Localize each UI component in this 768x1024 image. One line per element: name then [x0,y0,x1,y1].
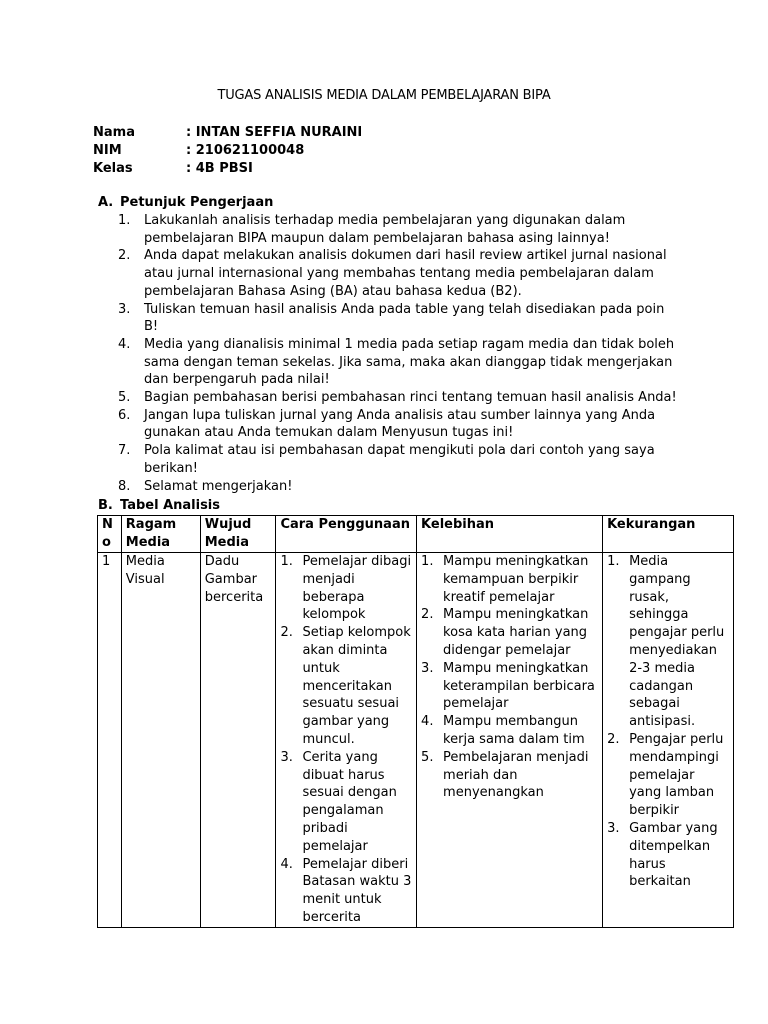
list-text: Cerita yang dibuat harus sesuai dengan pengalaman pribadi pemelajar [302,749,397,854]
list-number: 8. [118,478,131,494]
list-text: Lakukanlah analisis terhadap media pembelajaran yang digunakan dalam pembelajaran BIPA maupun dalam pembelajaran bahasa asing lainnya! [144,213,626,246]
instruction-item [118,478,678,496]
instruction-item [118,247,678,300]
section-b-heading [98,497,220,514]
section-letter: A. [98,195,114,210]
identity-value: : 4B PBSI [186,161,253,176]
instruction-item [118,336,678,389]
instruction-item [118,389,678,407]
identity-label: Nama [93,125,135,140]
cell-no: 1 [98,553,122,928]
identity-label: Kelas [93,161,133,176]
list-text: Pemelajar diberi Batasan waktu 3 menit untuk bercerita [302,856,412,925]
list-number: 3. [280,749,293,765]
list-text: Bagian pembahasan berisi pembahasan rinci tentang temuan hasil analisis Anda! [144,390,677,406]
list-number: 3. [607,820,620,836]
identity-row-nama [93,124,362,142]
list-text: Mampu meningkatkan keterampilan berbicara pemelajar [443,660,595,712]
list-number: 1. [280,554,293,569]
section-title: Petunjuk Pengerjaan [120,195,274,210]
list-number: 4. [280,856,293,872]
list-item [280,749,412,856]
list-number: 7. [118,443,131,459]
list-text: Pemelajar dibagi menjadi beberapa kelompok [302,554,412,623]
list-item [421,606,598,659]
header-no: No [98,516,122,553]
list-text: Mampu membangun kerja sama dalam tim [443,714,585,747]
list-number: 2. [607,731,620,747]
table-header-row [98,516,734,553]
document-title: TUGAS ANALISIS MEDIA DALAM PEMBELAJARAN BIPA [217,88,551,103]
list-number: 6. [118,407,131,423]
list-text: Selamat mengerjakan! [144,478,293,494]
list-item [421,553,598,606]
list-number: 1. [421,554,434,569]
section-title: Tabel Analisis [120,498,221,513]
list-item [280,624,412,749]
list-number: 5. [421,749,434,765]
instruction-item [118,212,678,247]
cara-list [280,553,412,927]
list-number: 4. [421,714,434,730]
list-number: 3. [421,660,434,676]
identity-row-kelas [93,160,362,178]
list-number: 3. [118,301,131,317]
list-item [280,856,412,927]
instruction-item [118,442,678,477]
table-row [98,553,734,928]
header-ragam-media: Ragam Media [121,516,200,553]
list-number: 2. [280,625,293,641]
cell-kelebihan [417,553,603,928]
list-text: Setiap kelompok akan diminta untuk menceritakan sesuatu sesuai gambar yang muncul. [302,625,411,747]
kelebihan-list [421,553,598,802]
list-text: Mampu meningkatkan kemampuan berpikir kreatif pemelajar [443,554,589,605]
list-item [421,660,598,713]
cell-ragam-media: Media Visual [121,553,200,928]
list-text: Anda dapat melakukan analisis dokumen dari hasil review artikel jurnal nasional atau jurnal internasional yang membahas tentang media pembelajaran dalam pembelajaran Bahasa Asing (BA) atau bahasa kedua (B2). [144,248,667,299]
list-item [280,553,412,624]
list-text: Media gampang rusak, sehingga pengajar perlu menyediakan 2-3 media cadangan sebagai antisipasi. [629,554,725,730]
instruction-item [118,407,678,442]
analysis-table [97,515,734,928]
list-item [607,820,729,891]
list-text: Pola kalimat atau isi pembahasan dapat mengikuti pola dari contoh yang saya berikan! [144,443,655,476]
list-number: 2. [118,248,131,264]
cell-wujud-media: Dadu Gambar bercerita [200,553,276,928]
instruction-list [118,212,678,495]
list-number: 5. [118,390,131,406]
header-kelebihan: Kelebihan [417,516,603,553]
list-text: Pengajar perlu mendampingi pemelajar yang lamban berpikir [629,731,724,819]
list-text: Tuliskan temuan hasil analisis Anda pada table yang telah disediakan pada poin B! [144,301,665,335]
list-item [421,749,598,802]
list-item [421,713,598,749]
list-text: Pembelajaran menjadi meriah dan menyenangkan [443,749,589,801]
cell-kekurangan [603,553,734,928]
header-wujud-media: Wujud Media [200,516,276,553]
header-cara-penggunaan: Cara Penggunaan [276,516,417,553]
cell-cara-penggunaan [276,553,417,928]
list-item [607,731,729,820]
kekurangan-list [607,553,729,891]
identity-row-nim [93,142,362,160]
instruction-item [118,301,678,336]
identity-value: : INTAN SEFFIA NURAINI [186,125,363,140]
student-identity [93,124,362,178]
list-number: 2. [421,607,434,623]
section-letter: B. [98,498,113,513]
list-item [607,553,729,731]
section-a-heading [98,194,273,211]
list-text: Jangan lupa tuliskan jurnal yang Anda analisis atau sumber lainnya yang Anda gunakan atau Anda temukan dalam Menyusun tugas ini! [144,407,656,441]
list-number: 1. [607,554,620,569]
header-kekurangan: Kekurangan [603,516,734,553]
identity-value: : 210621100048 [186,143,305,158]
identity-label: NIM [93,143,122,158]
list-number: 4. [118,336,131,352]
list-text: Mampu meningkatkan kosa kata harian yang didengar pemelajar [443,607,589,658]
list-number: 1. [118,213,131,228]
list-text: Media yang dianalisis minimal 1 media pada setiap ragam media dan tidak boleh sama dengan teman sekelas. Jika sama, maka akan dianggap tidak mengerjakan dan berpengaruh pada nilai! [144,336,675,388]
list-text: Gambar yang ditempelkan harus berkaitan [629,820,718,890]
